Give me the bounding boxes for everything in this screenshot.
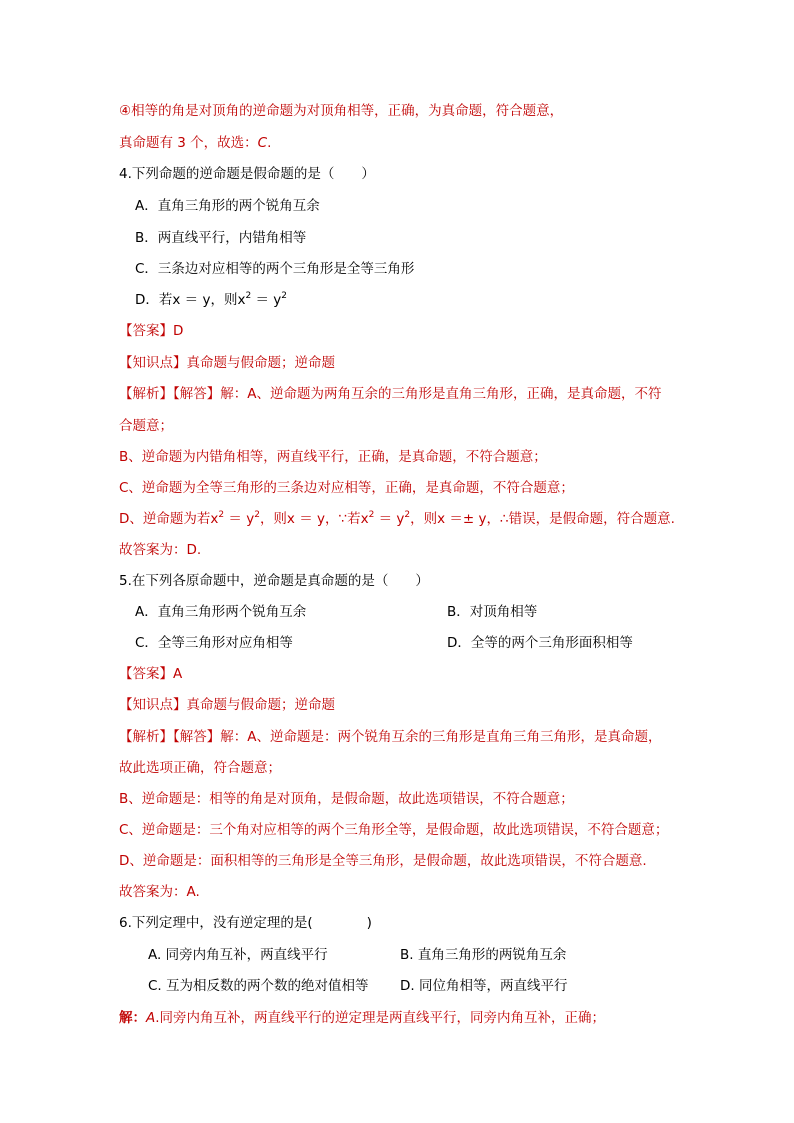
q4-explanation-d — [119, 509, 675, 529]
q4-explanation-c: C、逆命题为全等三角形的三条边对应相等，正确，是真命题，不符合题意； — [119, 480, 574, 496]
ex4d-text-5: ，则x ＝± y，∴错误，是假命题，符合题意. — [410, 511, 675, 527]
q6-option-d: D. 同位角相等，两直线平行 — [400, 978, 568, 994]
question-5: 5.在下列各原命题中，逆命题是真命题的是（ ） — [119, 573, 429, 589]
question-4: 4.下列命题的逆命题是假命题的是（ ） — [119, 166, 375, 182]
ex4d-sup-1: 2 — [218, 510, 225, 520]
ex4d-text-3: ，则x ＝ y，∵若x — [259, 511, 369, 527]
ex4d-sup-3: 2 — [368, 510, 375, 520]
q5-option-b: B．对顶角相等 — [447, 604, 538, 620]
q4d-text-1: D．若x ＝ y，则x — [135, 292, 246, 308]
q4-answer: 【答案】D — [119, 323, 184, 339]
q5-explanation-1: 【解析】【解答】解：A、逆命题是：两个锐角互余的三角形是直角三角三角形，是真命题， — [119, 729, 662, 745]
ex4d-text-2: ＝ y — [224, 511, 255, 527]
summary-period: . — [267, 135, 272, 151]
q5-option-a: A．直角三角形两个锐角互余 — [135, 604, 307, 620]
summary-text: 真命题有 3 个，故选： — [119, 135, 258, 151]
ex4d-text-1: D、逆命题为若x — [119, 511, 219, 527]
q5-option-d: D．全等的两个三角形面积相等 — [447, 635, 633, 651]
q6-solution-a — [119, 1008, 605, 1028]
q4-option-d — [135, 290, 287, 310]
q4-final-answer: 故答案为：D. — [119, 542, 202, 558]
q4-knowledge-point: 【知识点】真命题与假命题；逆命题 — [119, 355, 335, 371]
solution-choice: A — [146, 1010, 156, 1026]
q5-final-answer: 故答案为：A. — [119, 884, 200, 900]
q4-explanation-b: B、逆命题为内错角相等，两直线平行，正确，是真命题，不符合题意； — [119, 449, 547, 465]
q5-explanation-d: D、逆命题是：面积相等的三角形是全等三角形，是假命题，故此选项错误，不符合题意. — [119, 853, 647, 869]
q6-option-c: C. 互为相反数的两个数的绝对值相等 — [148, 978, 369, 994]
answer-summary — [119, 133, 271, 153]
ex4d-text-4: ＝ y — [374, 511, 405, 527]
ex4d-sup-2: 2 — [254, 510, 260, 520]
q6-option-b: B. 直角三角形的两锐角互余 — [400, 947, 567, 963]
q5-explanation-2: 故此选项正确，符合题意； — [119, 760, 281, 776]
q4-explanation-2: 合题意； — [119, 418, 173, 434]
q4-option-b: B．两直线平行，内错角相等 — [135, 230, 307, 246]
q5-knowledge-point: 【知识点】真命题与假命题；逆命题 — [119, 697, 335, 713]
q4d-text-2: ＝ y — [251, 292, 282, 308]
q5-answer: 【答案】A — [119, 666, 183, 682]
solution-line-4: ④相等的角是对顶角的逆命题为对顶角相等，正确，为真命题，符合题意， — [119, 103, 564, 119]
q4-option-a: A．直角三角形的两个锐角互余 — [135, 198, 320, 214]
q4d-sup-2: 2 — [281, 291, 287, 301]
summary-choice: C — [257, 135, 268, 151]
solution-label: 解： — [119, 1010, 146, 1026]
q5-explanation-c: C、逆命题是：三个角对应相等的两个三角形全等，是假命题，故此选项错误，不符合题意； — [119, 822, 669, 838]
q4-explanation-1: 【解析】【解答】解：A、逆命题为两角互余的三角形是直角三角形，正确，是真命题，不符 — [119, 386, 662, 402]
q4d-sup-1: 2 — [245, 291, 252, 301]
q6-option-a: A. 同旁内角互补，两直线平行 — [148, 947, 328, 963]
question-6: 6.下列定理中，没有逆定理的是( ) — [119, 915, 372, 931]
ex4d-sup-4: 2 — [404, 510, 411, 520]
q5-explanation-b: B、逆命题是：相等的角是对顶角，是假命题，故此选项错误，不符合题意； — [119, 791, 574, 807]
solution-text: .同旁内角互补，两直线平行的逆定理是两直线平行，同旁内角互补，正确； — [155, 1010, 606, 1026]
q4-option-c: C．三条边对应相等的两个三角形是全等三角形 — [135, 261, 415, 277]
q5-option-c: C．全等三角形对应角相等 — [135, 635, 293, 651]
